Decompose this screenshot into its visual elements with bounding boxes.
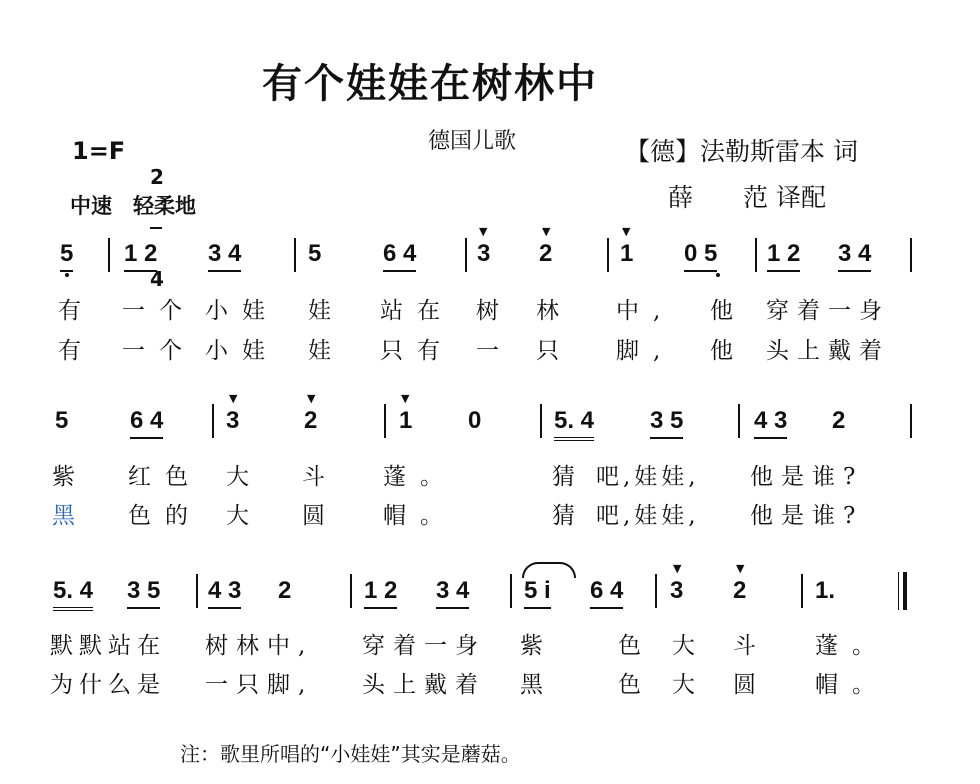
note: 0 bbox=[468, 407, 482, 434]
lyric: 色 bbox=[618, 633, 655, 659]
lyric: 头上戴着 bbox=[362, 672, 486, 698]
note: 3 bbox=[226, 407, 240, 434]
lyric: 一只脚, bbox=[205, 672, 314, 698]
song-title: 有个娃娃在树林中 bbox=[262, 61, 598, 107]
lyric: 斗 bbox=[302, 464, 339, 490]
barline bbox=[801, 574, 803, 608]
lyric: 蓬。 bbox=[383, 464, 457, 490]
note: 5 bbox=[55, 407, 69, 434]
accent-icon: ▼ bbox=[736, 562, 745, 575]
note-group: 0 5 bbox=[684, 240, 717, 272]
note-group: 1 2 bbox=[767, 240, 800, 272]
accent-icon: ▼ bbox=[229, 392, 238, 405]
lyric: 只有 bbox=[380, 338, 454, 364]
tempo: 中速 轻柔地 bbox=[70, 194, 196, 218]
note-group: 6 4 bbox=[130, 407, 163, 439]
lyric: 他 bbox=[710, 298, 747, 324]
lyric: 娃 bbox=[308, 298, 345, 324]
final-barline-thick bbox=[903, 572, 907, 610]
barline bbox=[910, 238, 912, 272]
barline bbox=[212, 404, 214, 438]
lyric: 紫 bbox=[520, 633, 557, 659]
lyric: 小娃 bbox=[205, 338, 279, 364]
note-group: 5. 4 bbox=[53, 577, 93, 611]
footnote: 注：歌里所唱的“小娃娃”其实是蘑菇。 bbox=[180, 742, 521, 766]
lyric: 吧,娃娃, bbox=[596, 464, 700, 490]
note-group: 3 4 bbox=[838, 240, 871, 272]
key-signature: 1=F bbox=[72, 137, 126, 165]
accent-icon: ▼ bbox=[479, 225, 488, 238]
final-barline bbox=[898, 572, 899, 610]
lyric: 站在 bbox=[380, 298, 454, 324]
barline bbox=[196, 574, 198, 608]
accent-icon: ▼ bbox=[307, 392, 316, 405]
lyric: 林 bbox=[536, 298, 573, 324]
time-line bbox=[150, 227, 162, 229]
lyric: 斗 bbox=[733, 633, 770, 659]
barline bbox=[510, 574, 512, 608]
barline bbox=[738, 404, 740, 438]
lyric: 他是谁? bbox=[750, 464, 864, 490]
lyric: 只 bbox=[536, 338, 573, 364]
lyric: 头上戴着 bbox=[766, 338, 890, 364]
note: 2 bbox=[832, 407, 846, 434]
lyric: 他是谁? bbox=[750, 503, 864, 529]
lyric: 大 bbox=[672, 633, 709, 659]
slur bbox=[522, 562, 576, 578]
lyric: 帽。 bbox=[383, 503, 457, 529]
note-group: 3 4 bbox=[208, 240, 241, 272]
note-group: 5. 4 bbox=[554, 407, 594, 441]
lyric: 穿着一身 bbox=[362, 633, 486, 659]
lyric: 猜 bbox=[552, 503, 589, 529]
lyric: 他 bbox=[710, 338, 747, 364]
barline bbox=[910, 404, 912, 438]
low-dot bbox=[716, 273, 720, 277]
lyric: 吧,娃娃, bbox=[596, 503, 700, 529]
note-group: 1 2 bbox=[124, 240, 157, 272]
note-group: 3 5 bbox=[650, 407, 683, 439]
barline bbox=[350, 574, 352, 608]
translator: 薛 范 译配 bbox=[668, 183, 826, 212]
lyric: 脚, bbox=[616, 338, 675, 364]
lyric: 紫 bbox=[52, 464, 89, 490]
lyric: 圆 bbox=[733, 672, 770, 698]
note-group: 6 4 bbox=[383, 240, 416, 272]
note-group: 5 i bbox=[524, 577, 551, 609]
note: 3 bbox=[670, 577, 684, 604]
barline bbox=[108, 238, 110, 272]
note: 1 bbox=[620, 240, 634, 267]
lyric: 色的 bbox=[128, 503, 202, 529]
lyricist: 【德】法勒斯雷本 词 bbox=[625, 137, 858, 166]
lyric: 一个 bbox=[122, 298, 196, 324]
lyric: 大 bbox=[672, 672, 709, 698]
lyric: 娃 bbox=[308, 338, 345, 364]
lyric: 中, bbox=[616, 298, 675, 324]
note: 2 bbox=[278, 577, 292, 604]
time-bottom: 4 bbox=[150, 267, 164, 291]
lyric: 树 bbox=[476, 298, 513, 324]
origin: 德国儿歌 bbox=[428, 129, 517, 154]
accent-icon: ▼ bbox=[401, 392, 410, 405]
barline bbox=[540, 404, 542, 438]
lyric: 黑 bbox=[52, 503, 89, 529]
barline bbox=[655, 574, 657, 608]
low-dot bbox=[65, 273, 69, 277]
lyric: 圆 bbox=[302, 503, 339, 529]
accent-icon: ▼ bbox=[542, 225, 551, 238]
lyric: 一个 bbox=[122, 338, 196, 364]
lyric: 大 bbox=[226, 464, 263, 490]
lyric: 穿着一身 bbox=[766, 298, 890, 324]
lyric: 树林中, bbox=[205, 633, 314, 659]
note-group: 3 5 bbox=[127, 577, 160, 609]
barline bbox=[465, 238, 467, 272]
note: 1 bbox=[399, 407, 413, 434]
note-group: 6 4 bbox=[590, 577, 623, 609]
note-group: 4 3 bbox=[208, 577, 241, 609]
note-group: 1 2 bbox=[364, 577, 397, 609]
lyric: 大 bbox=[226, 503, 263, 529]
accent-icon: ▼ bbox=[673, 562, 682, 575]
lyric: 小娃 bbox=[205, 298, 279, 324]
barline bbox=[607, 238, 609, 272]
time-top: 2 bbox=[150, 165, 164, 189]
lyric: 有 bbox=[58, 338, 95, 364]
accent-icon: ▼ bbox=[622, 225, 631, 238]
note: 5 bbox=[308, 240, 322, 267]
footnote-clipped bbox=[180, 738, 521, 766]
note: 3 bbox=[477, 240, 491, 267]
note: 2 bbox=[304, 407, 318, 434]
barline bbox=[294, 238, 296, 272]
lyric: 猜 bbox=[552, 464, 589, 490]
note: 5 bbox=[60, 240, 73, 272]
lyric: 色 bbox=[618, 672, 655, 698]
barline bbox=[755, 238, 757, 272]
lyric: 默默站在 bbox=[50, 633, 166, 659]
note: 2 bbox=[733, 577, 747, 604]
lyric: 红色 bbox=[128, 464, 202, 490]
lyric: 有 bbox=[58, 298, 95, 324]
lyric: 黑 bbox=[520, 672, 557, 698]
lyric: 为什么是 bbox=[50, 672, 166, 698]
note: 1. bbox=[815, 577, 836, 604]
barline bbox=[384, 404, 386, 438]
lyric: 一 bbox=[476, 338, 513, 364]
lyric: 帽。 bbox=[815, 672, 889, 698]
note-group: 3 4 bbox=[436, 577, 469, 609]
note-group: 4 3 bbox=[754, 407, 787, 439]
lyric: 蓬。 bbox=[815, 633, 889, 659]
note: 2 bbox=[539, 240, 553, 267]
